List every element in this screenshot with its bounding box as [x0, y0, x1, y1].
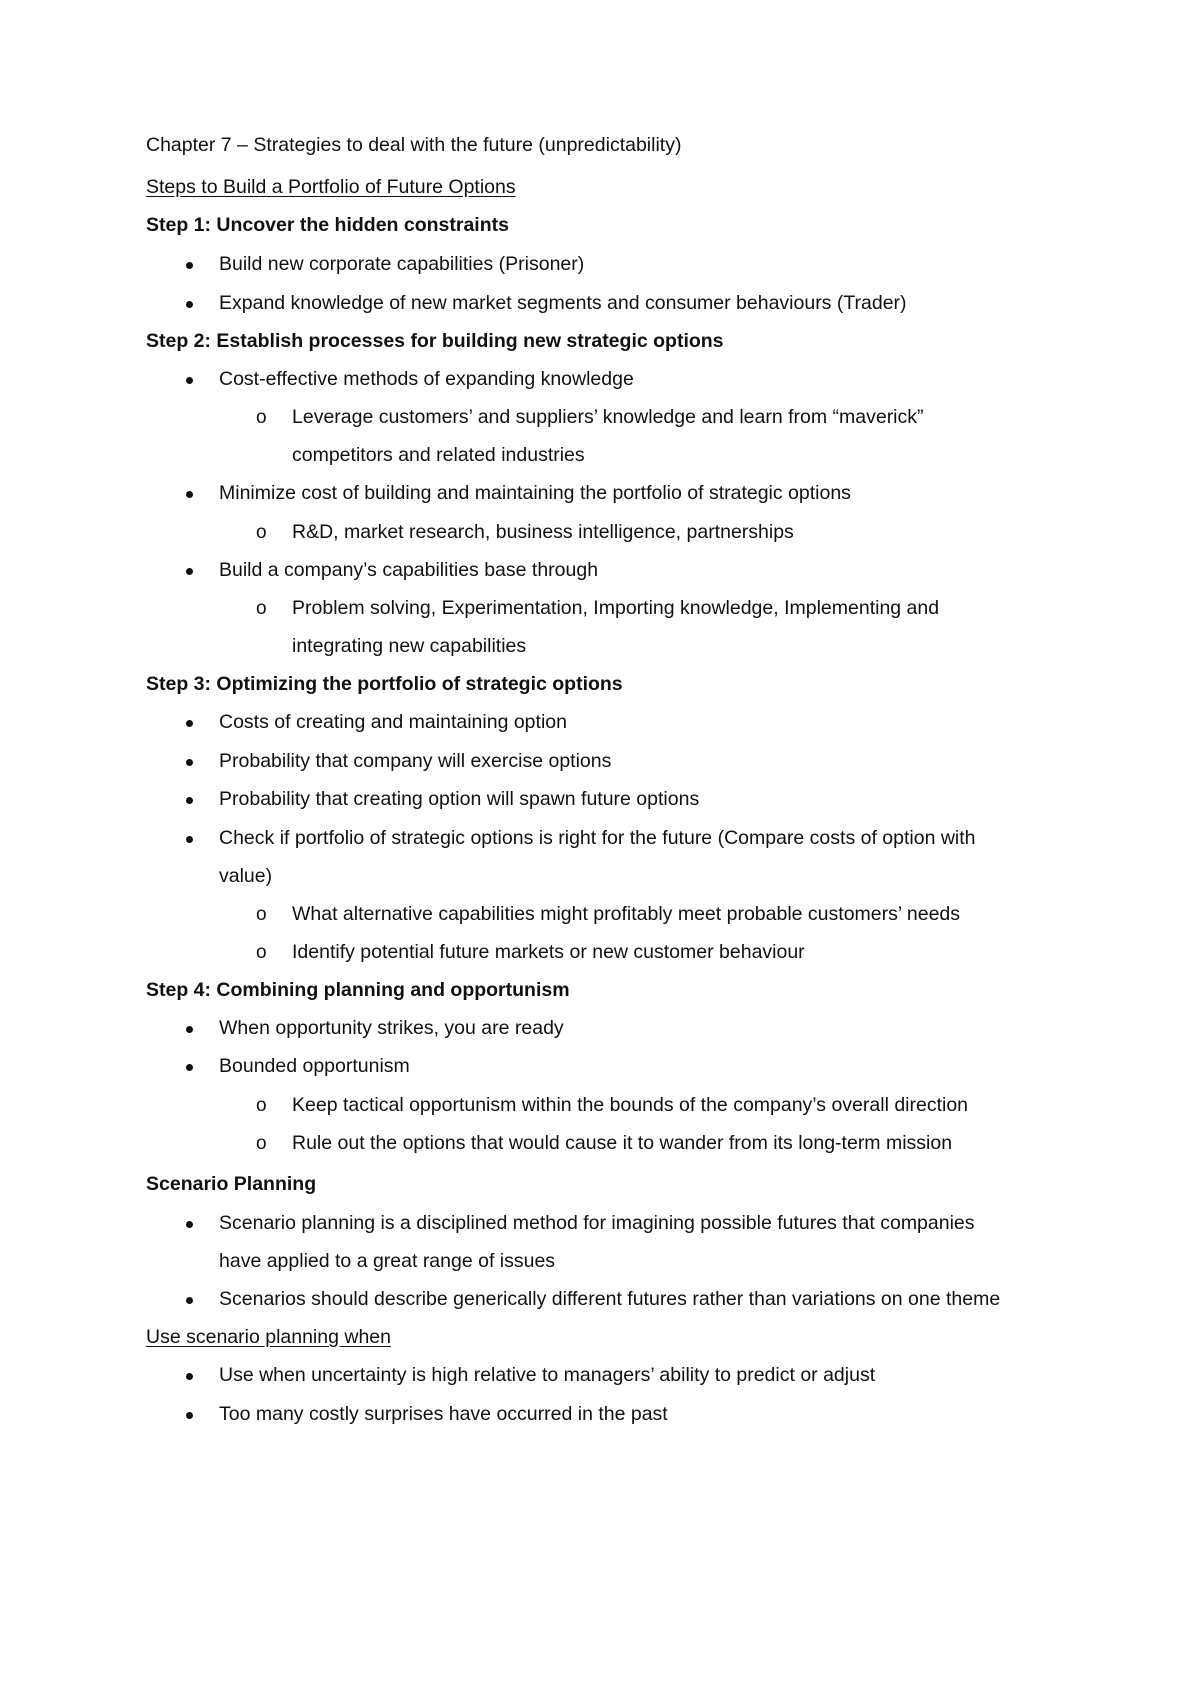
section-heading-portfolio: Steps to Build a Portfolio of Future Options — [146, 176, 516, 198]
circle-bullet-icon: o — [256, 942, 267, 963]
use-scenario-heading: Use scenario planning when — [146, 1326, 391, 1348]
bullet-icon — [186, 262, 193, 269]
list-item: Probability that creating option will spawn future options — [219, 788, 700, 810]
bullet-icon — [186, 301, 193, 308]
bullet-icon — [186, 1026, 193, 1033]
step1-heading: Step 1: Uncover the hidden constraints — [146, 214, 509, 236]
list-item: Costs of creating and maintaining option — [219, 711, 567, 733]
bullet-icon — [186, 836, 193, 843]
sub-list-item: Leverage customers’ and suppliers’ knowledge and learn from “maverick” — [292, 406, 924, 428]
sub-list-item: Problem solving, Experimentation, Importing knowledge, Implementing and — [292, 597, 940, 619]
sub-list-item: R&D, market research, business intelligence, partnerships — [292, 521, 794, 543]
list-item-continuation: have applied to a great range of issues — [219, 1250, 556, 1272]
list-item: Bounded opportunism — [219, 1055, 410, 1077]
scenario-heading: Scenario Planning — [146, 1173, 317, 1195]
list-item: Check if portfolio of strategic options is right for the future (Compare costs of option with — [219, 827, 976, 849]
document-page — [146, 0, 1106, 1698]
list-item: Too many costly surprises have occurred in the past — [219, 1403, 668, 1425]
list-item: Minimize cost of building and maintaining the portfolio of strategic options — [219, 482, 851, 504]
list-item: Build a company’s capabilities base through — [219, 559, 599, 581]
list-item: Scenarios should describe generically different futures rather than variations on one theme — [219, 1288, 1001, 1310]
bullet-icon — [186, 568, 193, 575]
page-title: Chapter 7 – Strategies to deal with the future (unpredictability) — [146, 134, 682, 156]
bullet-icon — [186, 1221, 193, 1228]
step3-heading: Step 3: Optimizing the portfolio of strategic options — [146, 673, 623, 695]
bullet-icon — [186, 1064, 193, 1071]
sub-list-item: What alternative capabilities might profitably meet probable customers’ needs — [292, 903, 961, 925]
list-item: When opportunity strikes, you are ready — [219, 1017, 564, 1039]
sub-list-item: Identify potential future markets or new customer behaviour — [292, 941, 805, 963]
bullet-icon — [186, 1373, 193, 1380]
circle-bullet-icon: o — [256, 904, 267, 925]
list-item: Scenario planning is a disciplined method for imagining possible futures that companies — [219, 1212, 975, 1234]
sub-list-item-continuation: competitors and related industries — [292, 444, 585, 466]
bullet-icon — [186, 377, 193, 384]
list-item: Use when uncertainty is high relative to managers’ ability to predict or adjust — [219, 1364, 876, 1386]
circle-bullet-icon: o — [256, 522, 267, 543]
list-item: Build new corporate capabilities (Prisoner) — [219, 253, 585, 275]
bullet-icon — [186, 720, 193, 727]
step2-heading: Step 2: Establish processes for building new strategic options — [146, 330, 724, 352]
sub-list-item: Rule out the options that would cause it to wander from its long-term mission — [292, 1132, 953, 1154]
circle-bullet-icon: o — [256, 598, 267, 619]
list-item-continuation: value) — [219, 865, 273, 887]
sub-list-item-continuation: integrating new capabilities — [292, 635, 527, 657]
bullet-icon — [186, 797, 193, 804]
circle-bullet-icon: o — [256, 1133, 267, 1154]
list-item: Cost-effective methods of expanding knowledge — [219, 368, 634, 390]
bullet-icon — [186, 1297, 193, 1304]
circle-bullet-icon: o — [256, 1095, 267, 1116]
sub-list-item: Keep tactical opportunism within the bounds of the company’s overall direction — [292, 1094, 969, 1116]
bullet-icon — [186, 491, 193, 498]
bullet-icon — [186, 1412, 193, 1419]
list-item: Probability that company will exercise options — [219, 750, 612, 772]
bullet-icon — [186, 759, 193, 766]
list-item: Expand knowledge of new market segments and consumer behaviours (Trader) — [219, 292, 907, 314]
circle-bullet-icon: o — [256, 407, 267, 428]
step4-heading: Step 4: Combining planning and opportunism — [146, 979, 570, 1001]
